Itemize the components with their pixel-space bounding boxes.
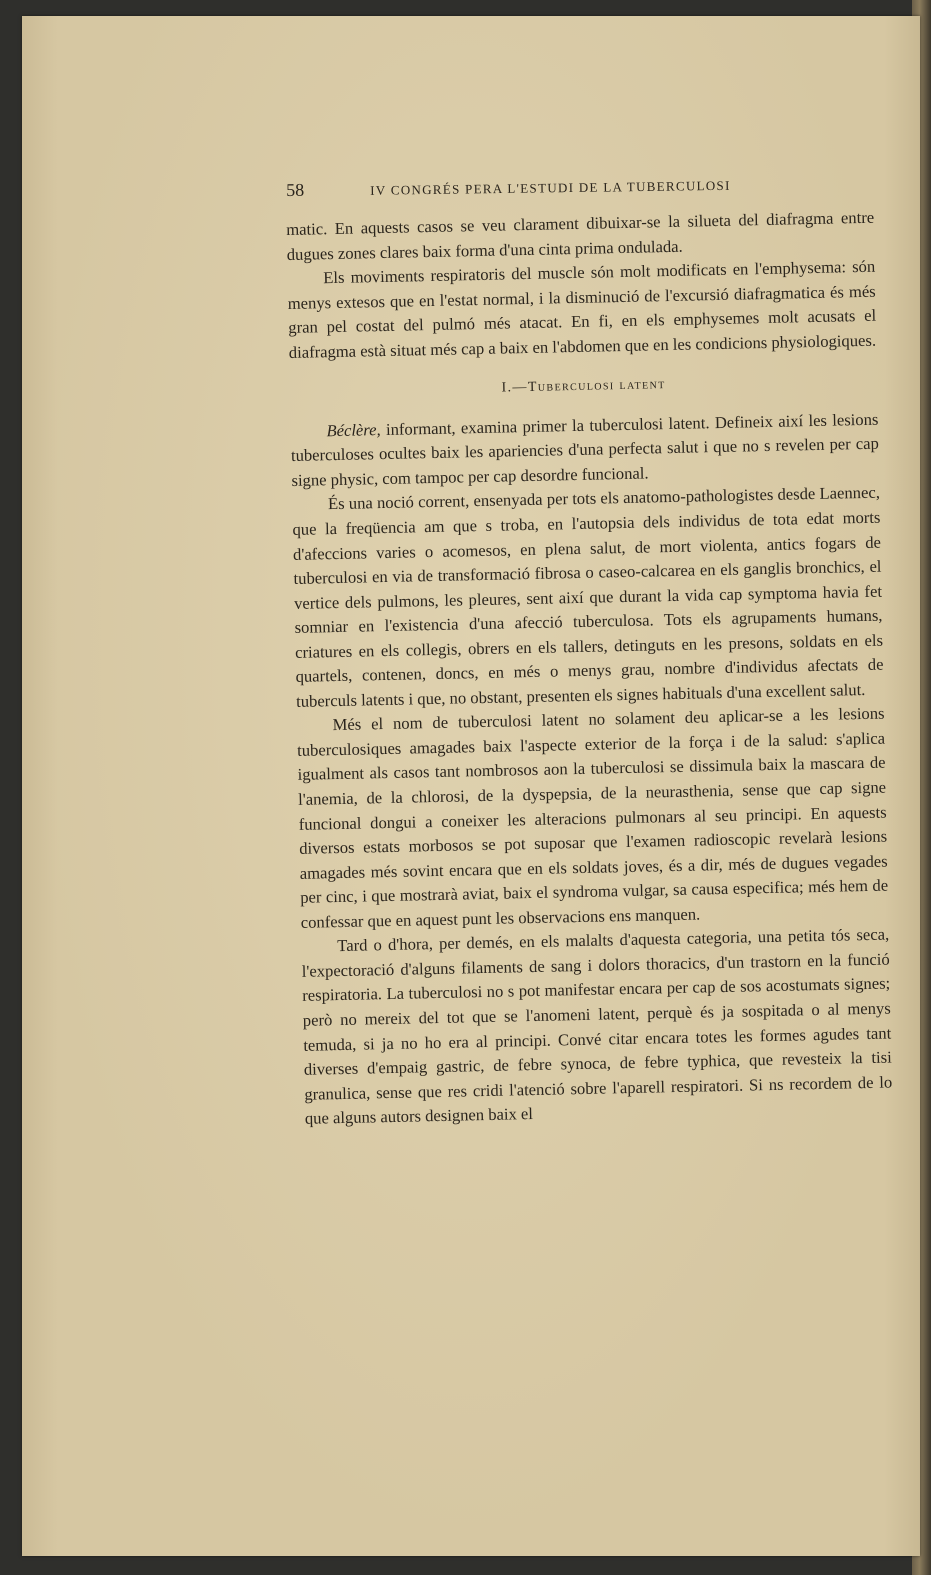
paragraph: Més el nom de tuberculosi latent no solament deu aplicar-se a les lesions tuberculosiques amagades baix l'aspecte exterior de la força i de la salud: s'aplica igualment als casos tant nombrosos aon la tuberculosi se dissimula baix la mascara de l'anemia, de la chlorosi, de la dyspepsia, de la neurasthenia, sense que cap signe funcional dongui a coneixer les alteracions pulmonars al seu principi. En aquests diversos estats morbosos se pot suposar que l'examen radioscopic revelarà lesions amagades més sovint encara que en els soldats joves, és a dir, més de dugues vegades per cinc, i que mostrarà aviat, baix el syndroma vulgar, sa causa especifica; més hem de confessar que en aquest punt les observacions ens manquen.: [296, 703, 889, 932]
body-text: [286, 206, 893, 1132]
paragraph: És una noció corrent, ensenyada per tots els anatomo-pathologistes desde Laennec, que la freqüencia am que s troba, en l'autopsia dels individus de tota edat morts d'afeccions varies o acomesos, en plena salut, de mort violenta, antics fogars de tuberculosi en via de transformació fibrosa o caseo-calcarea en els ganglis bronchics, el vertice dels pulmons, les pleures, sent així que durant la vida cap symptoma havia fet somniar en l'existencia d'una afecció tuberculosa. Tots els agrupaments humans, criatures en els collegis, obrers en els tallers, detinguts en les presons, soldats en els quartels, contenen, doncs, en més o menys grau, nombre d'individus afectats de tuberculs latents i que, no obstant, presenten els signes habituals d'una excellent salut.: [292, 483, 884, 711]
paragraph-text: informant, examina primer la tuberculosi latent. Defineix així les lesions tuberculoses ocultes baix les apariencies d'una perfecta salut i que no s revelen per cap signe physic, com tampoc per cap desordre funcional.: [290, 409, 880, 490]
section-heading: I.—Tuberculosi latent: [501, 377, 666, 396]
paragraph: Tard o d'hora, per demés, en els malalts d'aquesta categoria, una petita tós seca, l'expectoració d'alguns filaments de sang i dolors thoracics, d'un trastorn en la funció respiratoria. La tuberculosi no s pot manifestar encara per cap de sos acostumats signes; però no mereix del tot que se l'anomeni latent, perquè és ja sospitada o al menys temuda, si ja no ho era al principi. Convé citar encara totes les formes agudes tant diverses d'empaig gastric, de febre synoca, de febre typhica, que revesteix la tisi granulica, sense que res cridi l'atenció sobre l'aparell respiratori. Si ns recordem de lo que alguns autors designen baix el: [301, 924, 893, 1128]
paragraph: matic. En aquests casos se veu clarament dibuixar-se la silueta del diafragma entre dugues zones clares baix forma d'una cinta prima ondulada.: [286, 207, 875, 264]
author-name: Béclère,: [326, 419, 381, 441]
page-number: 58: [286, 179, 305, 200]
paragraph: [290, 407, 879, 493]
running-title: IV CONGRÉS PERA L'ESTUDI DE LA TUBERCULOSI: [370, 177, 731, 198]
paragraph: Els moviments respiratoris del muscle són molt modificats en l'emphysema: són menys extesos que en l'estat normal, i la disminució de l'excursió diafragmatica és més gran pel costat del pulmó més atacat. En fi, en els emphysemes molt acusats el diafragma està situat més cap a baix en l'abdomen que en les condicions physiologiques.: [287, 256, 877, 362]
